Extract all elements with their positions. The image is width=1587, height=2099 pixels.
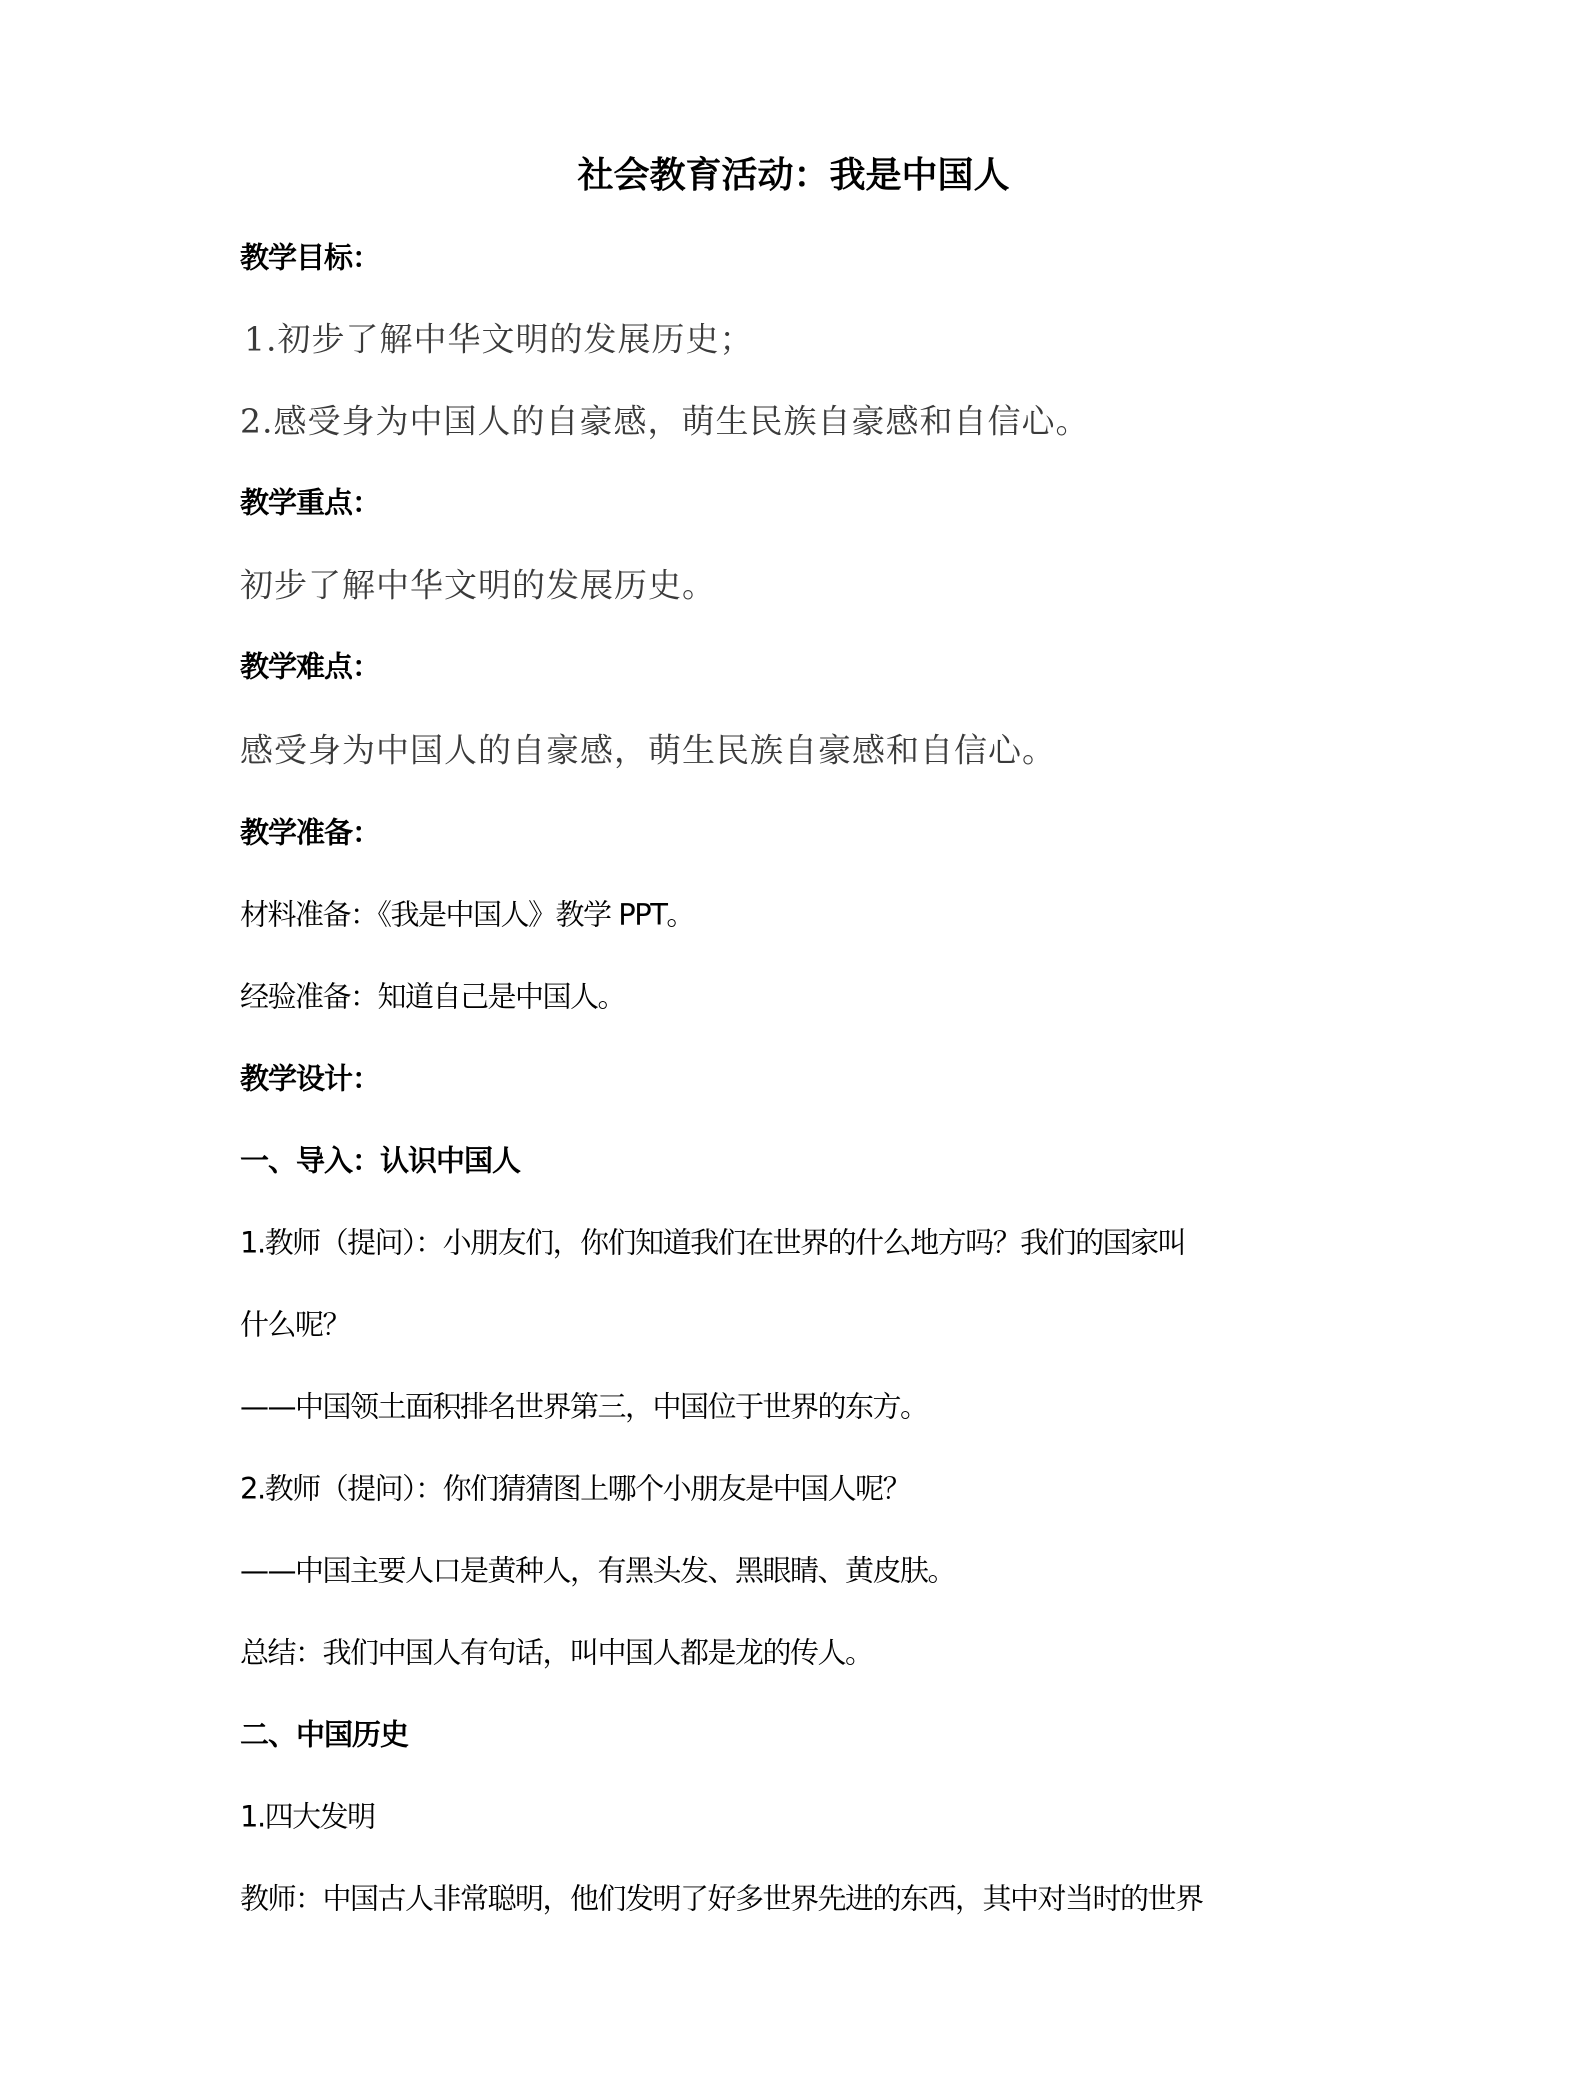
preparation-heading: 教学准备：: [240, 815, 381, 850]
part1-line-1: 1.教师（提问）：小朋友们，你们知道我们在世界的什么地方吗？我们的国家叫: [240, 1225, 1186, 1260]
objective-item-2: 2.感受身为中国人的自豪感，萌生民族自豪感和自信心。: [240, 401, 1090, 441]
materials-preparation: 材料准备：《我是中国人》教学 PPT。: [240, 897, 694, 932]
part1-summary: 总结：我们中国人有句话，叫中国人都是龙的传人。: [240, 1635, 873, 1670]
part2-heading: 二、中国历史: [240, 1717, 409, 1752]
part1-line-4: 2.教师（提问）：你们猜猜图上哪个小朋友是中国人呢？: [240, 1471, 911, 1506]
objective-item-1: 1.初步了解中华文明的发展历史；: [244, 319, 754, 359]
page-title: 社会教育活动：我是中国人: [577, 155, 1010, 196]
key-point-heading: 教学重点：: [240, 485, 381, 520]
part1-line-5: ——中国主要人口是黄种人，有黑头发、黑眼睛、黄皮肤。: [240, 1553, 956, 1588]
objectives-heading: 教学目标：: [240, 240, 381, 275]
part2-line-2: 教师：中国古人非常聪明，他们发明了好多世界先进的东西，其中对当时的世界: [240, 1881, 1203, 1916]
difficulty-text: 感受身为中国人的自豪感，萌生民族自豪感和自信心。: [240, 730, 1056, 770]
experience-preparation: 经验准备：知道自己是中国人。: [240, 979, 626, 1014]
part1-line-3: ——中国领土面积排名世界第三，中国位于世界的东方。: [240, 1389, 928, 1424]
design-heading: 教学设计：: [240, 1061, 381, 1096]
part1-heading: 一、导入：认识中国人: [240, 1143, 521, 1178]
part2-line-1: 1.四大发明: [240, 1799, 375, 1834]
part1-line-2: 什么呢？: [240, 1307, 351, 1342]
difficulty-heading: 教学难点：: [240, 649, 381, 684]
key-point-text: 初步了解中华文明的发展历史。: [240, 565, 716, 605]
